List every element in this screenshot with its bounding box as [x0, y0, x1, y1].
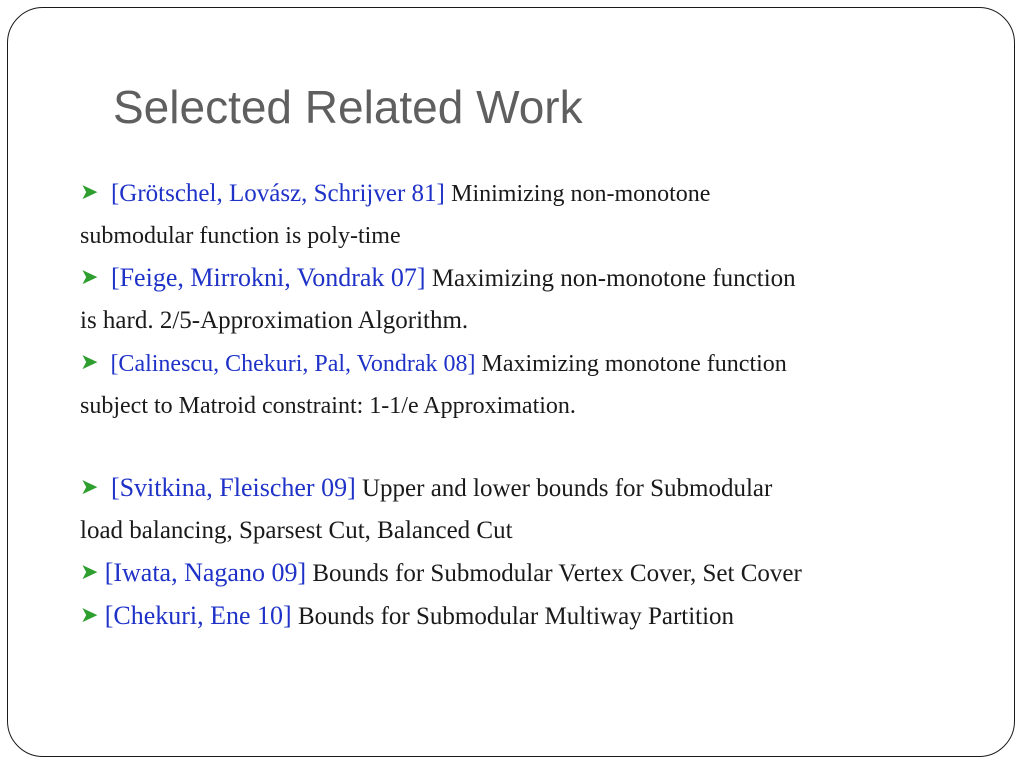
- citation-ref: [Svitkina, Fleischer 09]: [110, 473, 356, 502]
- bullet-list: [80, 172, 995, 638]
- list-item-line: [80, 257, 995, 300]
- item-description: Maximizing monotone function: [481, 351, 787, 377]
- list-item-line: [80, 467, 995, 510]
- list-item: [80, 552, 995, 595]
- list-item: [80, 172, 995, 257]
- arrowhead-bullet-icon: ➤: [80, 180, 99, 205]
- list-item: [80, 257, 995, 342]
- item-description: Bounds for Submodular Vertex Cover, Set Cover: [312, 560, 802, 587]
- item-description-continued: subject to Matroid constraint: 1-1/e Approximation.: [80, 393, 576, 419]
- list-item-line: [80, 595, 995, 638]
- item-description-continued: is hard. 2/5-Approximation Algorithm.: [80, 307, 469, 334]
- arrowhead-bullet-icon: ➤: [80, 560, 99, 585]
- citation-ref: [Calinescu, Chekuri, Pal, Vondrak 08]: [110, 351, 476, 377]
- page-title: Selected Related Work: [113, 81, 583, 133]
- item-description: Bounds for Submodular Multiway Partition: [297, 603, 735, 630]
- list-item-line: [80, 172, 995, 215]
- arrowhead-bullet-icon: ➤: [80, 475, 99, 500]
- list-item-line: [80, 342, 995, 385]
- arrowhead-bullet-icon: ➤: [80, 603, 99, 628]
- citation-ref: [Grötschel, Lovász, Schrijver 81]: [110, 180, 445, 207]
- citation-ref: [Feige, Mirrokni, Vondrak 07]: [110, 263, 426, 292]
- citation-ref: [Chekuri, Ene 10]: [104, 601, 292, 630]
- arrowhead-bullet-icon: ➤: [80, 265, 99, 290]
- arrowhead-bullet-icon: ➤: [80, 350, 99, 375]
- list-item: [80, 595, 995, 638]
- item-description-continued: load balancing, Sparsest Cut, Balanced Cut: [80, 517, 513, 544]
- item-description: Minimizing non-monotone: [451, 181, 711, 207]
- citation-ref: [Iwata, Nagano 09]: [104, 558, 307, 587]
- item-description: Maximizing non-monotone function: [431, 265, 796, 292]
- list-item: [80, 467, 995, 552]
- list-gap: [80, 427, 995, 467]
- item-description-continued: submodular function is poly-time: [80, 223, 401, 249]
- list-item-line: [80, 552, 995, 595]
- item-description: Upper and lower bounds for Submodular: [361, 475, 773, 502]
- list-item: [80, 342, 995, 427]
